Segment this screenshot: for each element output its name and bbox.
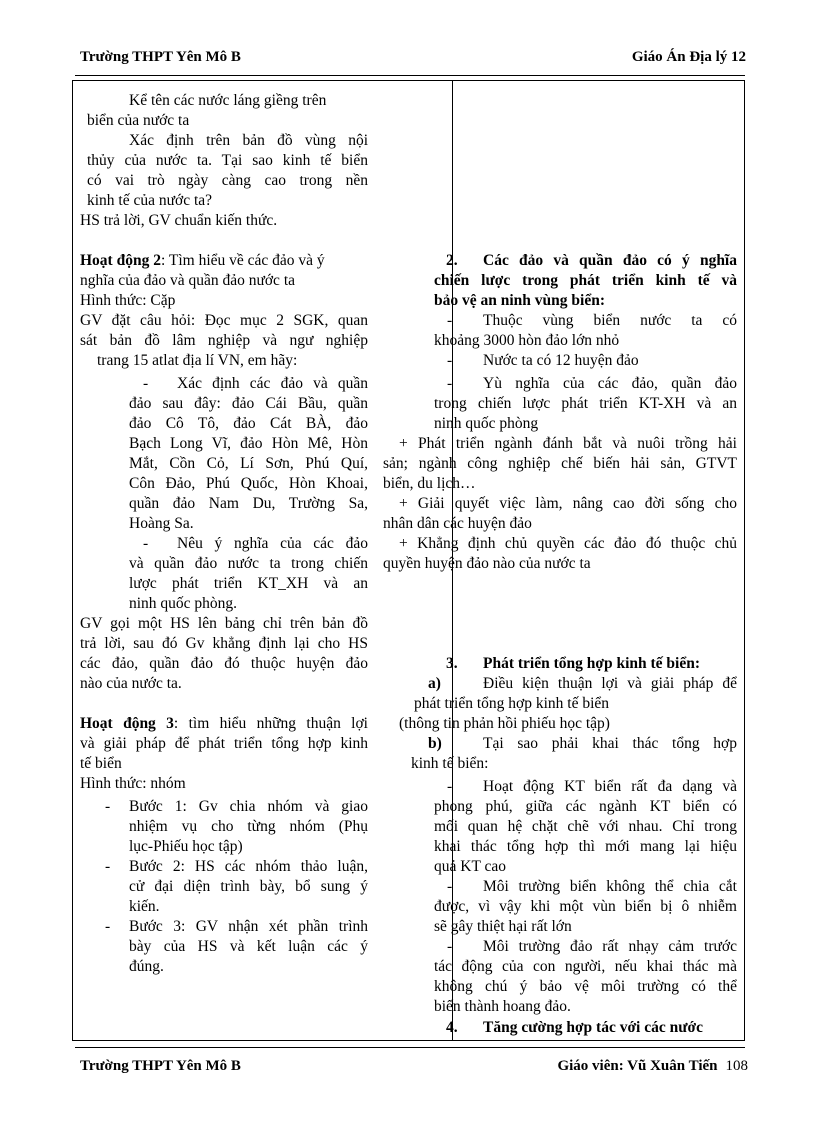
left-line: HS trả lời, GV chuẩn kiến thức. (80, 212, 278, 229)
left-line: kinh tế của nước ta? (87, 192, 213, 209)
right-line: sản; ngành công nghiệp chế biến hải sản, GTVT (383, 455, 737, 472)
left-line: trả lời, sau đó Gv khẳng định lại cho HS (80, 635, 368, 652)
section-2-heading: Các đảo và quần đảo có ý nghĩa (483, 252, 737, 269)
left-line: thủy của nước ta. Tại sao kinh tế biển (87, 152, 368, 169)
left-line: và quần đảo nước ta trong chiến (129, 555, 368, 572)
bullet-dash: - (143, 375, 149, 392)
right-line: kinh tế biển: (411, 755, 489, 772)
right-line: biến thành hoang đảo. (434, 998, 571, 1015)
left-line: Bước 2: HS các nhóm thảo luận, (129, 858, 368, 875)
item-b-label: b) (428, 735, 442, 752)
section-3-heading: Phát triển tổng hợp kinh tế biển: (483, 655, 700, 672)
right-line: phong phú, giữa các ngành KT biển có (434, 798, 737, 815)
activity-2-label: Hoạt động 2 (80, 252, 161, 269)
right-line: không chú ý bảo vệ môi trường có thể (434, 978, 737, 995)
right-line: trong chiến lược phát triển KT-XH và an (434, 395, 737, 412)
left-line: lược phát triển KT_XH và an (129, 575, 368, 592)
right-line: (thông tin phản hồi phiếu học tập) (399, 715, 610, 732)
left-line: bày của HS và kết luận các ý (129, 938, 368, 955)
left-line: tế biển (80, 755, 122, 772)
lesson-table (72, 80, 745, 1041)
left-line: Hoàng Sa. (129, 515, 194, 532)
right-line: biển, du lịch… (383, 475, 476, 492)
right-line: + Khẳng định chủ quyền các đảo đó thuộc chủ (399, 535, 737, 552)
left-line: nghĩa của đảo và quần đảo nước ta (80, 272, 296, 289)
activity-2-heading (80, 251, 325, 271)
left-line: Côn Đảo, Phú Quốc, Hòn Khoai, (129, 475, 368, 492)
left-line: Xác định các đảo và quần (177, 375, 368, 392)
right-line: Tại sao phải khai thác tổng hợp (483, 735, 737, 752)
section-3-number: 3. (446, 655, 458, 672)
section-2-heading: chiến lược trong phát triển kinh tế và (434, 272, 737, 289)
right-line: Môi trường biển không thể chia cắt (483, 878, 737, 895)
left-line: Hình thức: Cặp (80, 292, 176, 309)
left-line: cử đại diện trình bày, bổ sung ý (129, 878, 368, 895)
right-line: Điều kiện thuận lợi và giải pháp để (483, 675, 737, 692)
right-line: Yù nghĩa của các đảo, quần đảo (483, 375, 737, 392)
bullet-dash: - (105, 858, 111, 875)
right-line: khai thác tổng hợp thì mới mang lại hiệu (434, 838, 737, 855)
left-line: biển của nước ta (87, 112, 190, 129)
left-line: Hình thức: nhóm (80, 775, 186, 792)
right-line: ninh quốc phòng (434, 415, 539, 432)
section-4-heading: Tăng cường hợp tác với các nước (483, 1019, 703, 1036)
left-line: lục-Phiếu học tập) (129, 838, 243, 855)
left-line: Mắt, Cồn Cỏ, Lí Sơn, Phú Quí, (129, 455, 368, 472)
right-line: tác động của con người, nếu khai thác mà (434, 958, 737, 975)
right-line: + Phát triển ngành đánh bắt và nuôi trồng hải (399, 435, 737, 452)
left-line: GV gọi một HS lên bảng chỉ trên bản đồ (80, 615, 368, 632)
left-line: Kể tên các nước láng giềng trên (129, 92, 327, 109)
left-line: đảo sau đây: đảo Cái Bầu, quần (129, 395, 368, 412)
left-line: kiến. (129, 898, 160, 915)
footer-rule (75, 1047, 745, 1048)
activity-2-title: : Tìm hiểu về các đảo và ý (160, 252, 325, 269)
section-4-number: 4. (446, 1019, 458, 1036)
header-school: Trường THPT Yên Mô B (80, 49, 241, 65)
left-line: Bạch Long Vĩ, đảo Hòn Mê, Hòn (129, 435, 368, 452)
right-line: khoảng 3000 hòn đảo lớn nhỏ (434, 332, 620, 349)
right-line: + Giải quyết việc làm, nâng cao đời sống cho (399, 495, 737, 512)
bullet-dash: - (447, 778, 453, 795)
bullet-dash: - (105, 798, 111, 815)
header-rule (75, 75, 745, 76)
footer-right (557, 1058, 748, 1075)
section-2-heading: bảo vệ an ninh vùng biển: (434, 292, 605, 309)
left-line: GV đặt câu hỏi: Đọc mục 2 SGK, quan (80, 312, 368, 329)
right-line: sẽ gây thiệt hại rất lớn (434, 918, 572, 935)
left-line: và giải pháp để phát triển tổng hợp kinh (80, 735, 368, 752)
section-2-number: 2. (446, 252, 458, 269)
left-line: ninh quốc phòng. (129, 595, 238, 612)
left-line: nhiệm vụ cho từng nhóm (Phụ (129, 818, 368, 835)
right-line: nhân dân các huyện đảo (383, 515, 532, 532)
right-line: Hoạt động KT biển rất đa dạng và (483, 778, 737, 795)
left-line: quần đảo Nam Du, Trường Sa, (129, 495, 368, 512)
left-line: trang 15 atlat địa lí VN, em hãy: (97, 352, 298, 369)
left-line: Xác định trên bản đồ vùng nội (129, 132, 368, 149)
bullet-dash: - (447, 878, 453, 895)
left-line: các đảo, quần đảo đó thuộc huyện đảo (80, 655, 368, 672)
right-line: quyền huyện đảo nào của nước ta (383, 555, 591, 572)
item-a-label: a) (428, 675, 441, 692)
left-line: sát bản đồ lâm nghiệp và ngư nghiệp (80, 332, 368, 349)
right-line: được, vì vậy khi một vùn biển bị ô nhiễm (434, 898, 737, 915)
left-line: Bước 1: Gv chia nhóm và giao (129, 798, 368, 815)
bullet-dash: - (447, 375, 453, 392)
left-line: nào của nước ta. (80, 675, 182, 692)
right-line: Môi trường đảo rất nhạy cảm trước (483, 938, 737, 955)
activity-3-label: Hoạt động 3 (80, 715, 174, 732)
right-line: quả KT cao (434, 858, 507, 875)
activity-3-title: : tìm hiểu những thuận lợi (173, 715, 368, 732)
right-line: Nước ta có 12 huyện đảo (483, 352, 639, 369)
bullet-dash: - (447, 938, 453, 955)
header-subject: Giáo Án Địa lý 12 (631, 49, 746, 65)
bullet-dash: - (105, 918, 111, 935)
bullet-dash: - (447, 312, 453, 329)
right-line: phát triển tổng hợp kinh tế biển (414, 695, 610, 712)
left-line: đúng. (129, 958, 164, 975)
right-line: Thuộc vùng biển nước ta có (483, 312, 737, 329)
footer-teacher: Giáo viên: Vũ Xuân Tiến (557, 1058, 718, 1074)
right-line: mối quan hệ chặt chẽ với nhau. Chỉ trong (434, 818, 737, 835)
bullet-dash: - (143, 535, 149, 552)
activity-3-heading (80, 714, 368, 734)
left-line: Nêu ý nghĩa của các đảo (177, 535, 368, 552)
bullet-dash: - (447, 352, 453, 369)
left-line: đảo Cô Tô, đảo Cát BÀ, đảo (129, 415, 368, 432)
left-line: Bước 3: GV nhận xét phần trình (129, 918, 368, 935)
footer-school: Trường THPT Yên Mô B (80, 1058, 241, 1074)
page-number: 108 (725, 1058, 748, 1074)
left-line: có vai trò ngày càng cao trong nền (87, 172, 368, 189)
